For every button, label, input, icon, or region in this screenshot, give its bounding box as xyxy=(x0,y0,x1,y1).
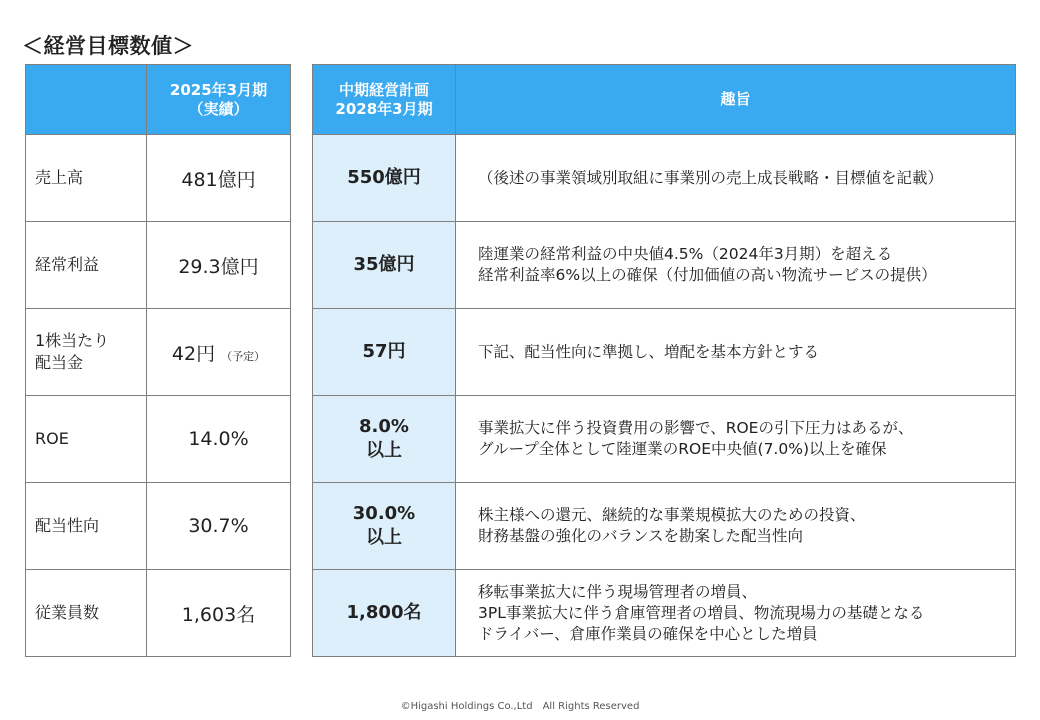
item-label-line: 1株当たり xyxy=(35,331,110,350)
plan-value xyxy=(313,396,456,483)
table-row xyxy=(313,396,1016,483)
table-row xyxy=(26,309,291,396)
purpose-line: 陸運業の経常利益の中央値4.5%（2024年3月期）を超える xyxy=(478,245,893,263)
item-label-line: 従業員数 xyxy=(35,603,100,622)
header-purpose: 趣旨 xyxy=(456,65,1016,135)
header-actual-line1: 2025年3月期 xyxy=(169,80,268,99)
purpose-line: 財務基盤の強化のバランスを勘案した配当性向 xyxy=(478,527,804,545)
actual-value-text: 42円 xyxy=(171,342,216,365)
mid-term-plan-table xyxy=(312,64,1016,657)
table-row xyxy=(313,135,1016,222)
plan-value xyxy=(313,222,456,309)
table-row xyxy=(26,135,291,222)
purpose-text xyxy=(456,396,1016,483)
purpose-text xyxy=(456,570,1016,657)
plan-value-line: 以上 xyxy=(366,527,402,548)
copyright-footer: ©Higashi Holdings Co.,Ltd All Rights Reserved xyxy=(400,701,640,712)
purpose-line: グループ全体として陸運業のROE中央値(7.0%)以上を確保 xyxy=(478,440,887,458)
table-row xyxy=(313,222,1016,309)
item-label xyxy=(26,135,147,222)
header-plan-line1: 中期経営計画 xyxy=(338,80,429,99)
item-label xyxy=(26,570,147,657)
table-row xyxy=(26,570,291,657)
actual-note: （予定） xyxy=(221,349,266,363)
purpose-line: ドライバー、倉庫作業員の確保を中心とした増員 xyxy=(478,624,818,643)
purpose-text xyxy=(456,483,1016,570)
item-label xyxy=(26,396,147,483)
item-label xyxy=(26,222,147,309)
header-actual xyxy=(147,65,291,135)
table-row xyxy=(26,483,291,570)
actual-value xyxy=(147,222,291,309)
item-label xyxy=(26,309,147,396)
table-header-row xyxy=(26,65,291,135)
purpose-text xyxy=(456,309,1016,396)
item-label xyxy=(26,483,147,570)
actual-value-text: 29.3億円 xyxy=(178,255,259,278)
item-label-line: ROE xyxy=(35,429,69,448)
purpose-line: 3PL事業拡大に伴う倉庫管理者の増員、物流現場力の基礎となる xyxy=(478,603,925,622)
header-plan xyxy=(313,65,456,135)
purpose-line: 移転事業拡大に伴う現場管理者の増員、 xyxy=(478,582,758,601)
actual-value xyxy=(147,396,291,483)
item-label-line: 売上高 xyxy=(35,168,84,187)
plan-value-line: 1,800名 xyxy=(346,602,422,623)
actual-value-text: 14.0% xyxy=(188,428,249,450)
item-label-line: 経常利益 xyxy=(35,255,100,274)
actual-value xyxy=(147,309,291,396)
actual-value-text: 481億円 xyxy=(181,168,256,191)
plan-value xyxy=(313,135,456,222)
actual-value-text: 30.7% xyxy=(188,515,249,537)
actual-results-table xyxy=(25,64,291,657)
plan-value xyxy=(313,309,456,396)
header-item-blank xyxy=(26,65,147,135)
table-row xyxy=(313,570,1016,657)
actual-value xyxy=(147,483,291,570)
purpose-line: 経常利益率6%以上の確保（付加価値の高い物流サービスの提供） xyxy=(478,266,937,284)
table-header-row xyxy=(313,65,1016,135)
plan-value xyxy=(313,570,456,657)
table-row xyxy=(313,309,1016,396)
actual-value-text: 1,603名 xyxy=(181,603,256,626)
plan-value xyxy=(313,483,456,570)
item-label-line: 配当金 xyxy=(35,353,84,372)
purpose-line: 株主様への還元、継続的な事業規模拡大のための投資、 xyxy=(478,506,866,524)
plan-value-line: 57円 xyxy=(362,341,406,362)
purpose-text xyxy=(456,135,1016,222)
table-row xyxy=(313,483,1016,570)
header-plan-line2: 2028年3月期 xyxy=(335,99,433,118)
table-row xyxy=(26,396,291,483)
table-row xyxy=(26,222,291,309)
plan-value-line: 35億円 xyxy=(353,254,415,275)
actual-value xyxy=(147,570,291,657)
header-actual-line2: （実績） xyxy=(188,99,249,118)
purpose-line: 下記、配当性向に準拠し、増配を基本方針とする xyxy=(478,342,820,361)
item-label-line: 配当性向 xyxy=(35,516,100,535)
plan-value-line: 550億円 xyxy=(347,167,421,188)
plan-value-line: 以上 xyxy=(366,440,402,461)
actual-value xyxy=(147,135,291,222)
purpose-line: （後述の事業領域別取組に事業別の売上成長戦略・目標値を記載） xyxy=(478,168,944,187)
page-title: ＜経営目標数値＞ xyxy=(22,34,194,58)
purpose-line: 事業拡大に伴う投資費用の影響で、ROEの引下圧力はあるが、 xyxy=(478,419,914,437)
plan-value-line: 30.0% xyxy=(352,503,416,524)
plan-value-line: 8.0% xyxy=(359,416,409,437)
purpose-text xyxy=(456,222,1016,309)
